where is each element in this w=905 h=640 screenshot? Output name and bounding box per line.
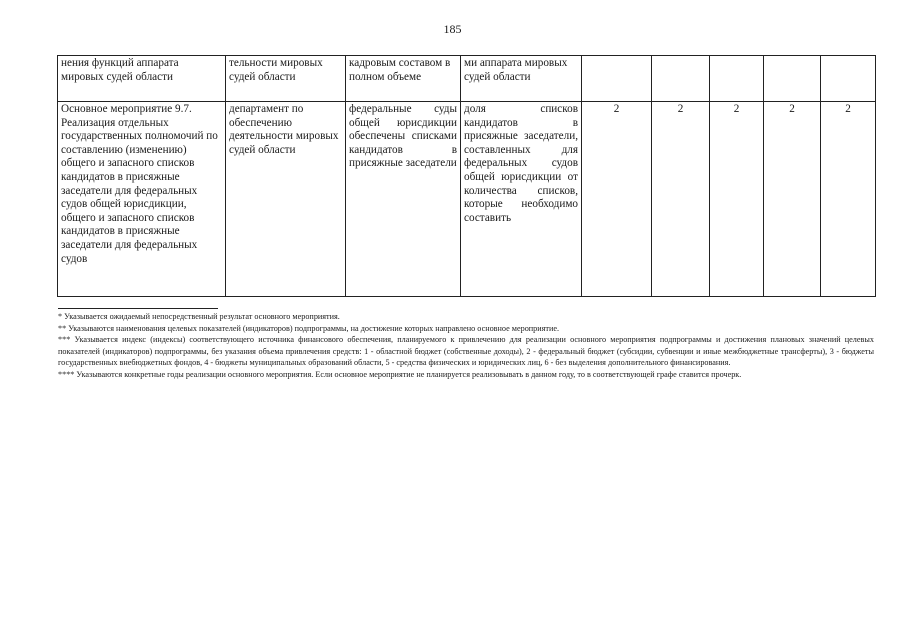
cell-value-4: 2	[764, 102, 821, 297]
cell-continued-indicator: ми аппарата мировых судей области	[461, 56, 582, 102]
cell-value-1: 2	[582, 102, 652, 297]
cell-continued-year-3	[710, 56, 764, 102]
table-row-continued	[58, 56, 876, 102]
footnote-3: *** Указывается индекс (индексы) соответствующего источника финансового обеспечения, планируемого к привлечению для реализации основного мероприятия подпрограммы и достижения плановых значений целевых показателей (индикаторов) подпрограммы, без указания объема привлечения средств: 1 - областной бюджет (собственные доходы), 2 - федеральный бюджет (субсидии, субвенции и иные межбюджетные трансферты), 3 - бюджеты государственных внебюджетных фондов, 4 - бюджеты муниципальных образований области, 5 - средства физических и юридических лиц, 6 - без выделения дополнительного финансирования.	[58, 335, 874, 368]
cell-value-2: 2	[652, 102, 710, 297]
cell-continued-year-2	[652, 56, 710, 102]
cell-continued-activity: нения функций аппарата мировых судей области	[58, 56, 226, 102]
page-number: 185	[443, 22, 462, 36]
cell-executor: департамент по обеспечению деятельности мировых судей области	[226, 102, 346, 297]
cell-indicator: доля списков кандидатов в присяжные заседатели, составленных для федеральных судов общей юрисдикции от количества списков, которые необходимо составить	[461, 102, 582, 297]
cell-value-3: 2	[710, 102, 764, 297]
footnotes	[58, 311, 874, 381]
activities-table	[57, 55, 876, 297]
cell-continued-result: кадровым составом в полном объеме	[346, 56, 461, 102]
cell-continued-executor: тельности мировых судей области	[226, 56, 346, 102]
cell-continued-year-1	[582, 56, 652, 102]
footnote-2: ** Указываются наименования целевых показателей (индикаторов) подпрограммы, на достижение которых направлено основное мероприятие.	[58, 323, 560, 333]
cell-continued-year-4	[764, 56, 821, 102]
footnote-1: * Указывается ожидаемый непосредственный результат основного мероприятия.	[58, 312, 340, 321]
cell-expected-result: федеральные суды общей юрисдикции обеспечены списками кандидатов в присяжные заседатели	[346, 102, 461, 297]
table-row-activity-9-7	[58, 102, 876, 297]
cell-continued-year-5	[821, 56, 876, 102]
footnote-separator	[58, 308, 218, 309]
footnote-4: **** Указываются конкретные годы реализации основного мероприятия. Если основное мероприятие не планируется реализовывать в данном году, то в соответствующей графе ставится прочерк.	[58, 369, 742, 379]
cell-activity-name: Основное мероприятие 9.7. Реализация отдельных государственных полномочий по составлению (изменению) общего и запасного списков кандидатов в присяжные заседатели для федеральных судов общей юрисдикции, общего и запасного списков кандидатов в присяжные заседатели для федеральных судов	[58, 102, 226, 297]
cell-value-5: 2	[821, 102, 876, 297]
